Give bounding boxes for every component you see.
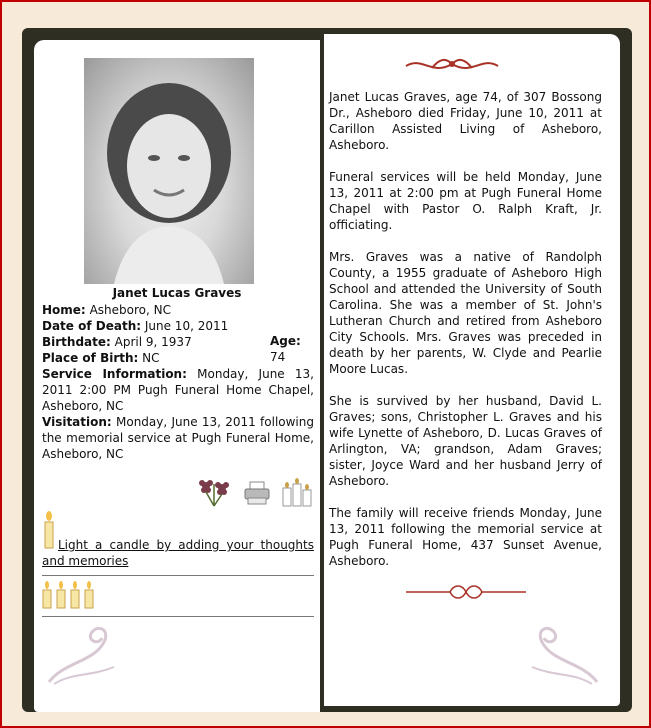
flowers-icon[interactable] [194,476,224,508]
service-value: Monday, June 13, 2011 2:00 PM Pugh Funeral Home Chapel, Asheboro, NC [42,367,314,413]
swirl-ornament-left [44,622,124,688]
obituary-paragraph-1: Janet Lucas Graves, age 74, of 307 Bossong Dr., Asheboro died Friday, June 10, 2011 at Carillon Assisted Living of Asheboro, Asheboro. [329,90,602,152]
action-icons [194,476,320,512]
swirl-ornament-right [522,622,602,688]
place-label: Place of Birth: [42,351,139,365]
divider-1 [42,575,314,576]
birth-label: Birthdate: [42,335,111,349]
person-details [42,302,314,462]
lit-candles [42,580,102,610]
obituary-paragraph-5: The family will receive friends Monday, June 13, 2011 following the memorial service at Pugh Funeral Home, 437 Sunset Avenue, Asheboro. [329,506,602,568]
place-value: NC [142,351,160,365]
light-candle-link[interactable]: Light a candle by adding your thoughts and memories [42,538,314,568]
obituary-paragraph-2: Funeral services will be held Monday, June 13, 2011 at 2:00 pm at Pugh Funeral Home Chapel with Pastor O. Ralph Kraft, Jr. officiating. [329,170,602,232]
visitation-value: Monday, June 13, 2011 following the memorial service at Pugh Funeral Home, Asheboro, NC [42,415,314,461]
death-row [42,318,314,334]
age-value: 74 [270,350,286,364]
home-label: Home: [42,303,86,317]
death-label: Date of Death: [42,319,142,333]
home-value: Asheboro, NC [89,303,171,317]
service-label: Service Information: [42,367,187,381]
service-row [42,366,314,414]
obituary-paragraph-3: Mrs. Graves was a native of Randolph County, a 1955 graduate of Asheboro High School and attended the University of South Carolina. She was a member of St. John's Lutheran Church and retired from Asheboro City Schools. Mrs. Graves was preceded in death by her parents, W. Clyde and Pearlie Moore Lucas. [329,250,602,376]
person-name: Janet Lucas Graves [112,286,242,300]
print-icon[interactable] [242,476,272,508]
divider-2 [42,616,314,617]
portrait-illustration [84,58,254,284]
ornament-bottom [406,582,526,602]
obituary-text [329,89,602,585]
age-label: Age: [270,334,301,348]
visitation-label: Visitation: [42,415,112,429]
candles-icon[interactable] [280,476,310,508]
portrait-photo [84,58,254,284]
obituary-paragraph-4: She is survived by her husband, David L. Graves; sons, Christopher L. Graves and his wife Lynette of Asheboro, D. Lucas Graves of Arlington, VA; grandson, Adam Graves; sister, Joyce Ward and her husband Jerry of Asheboro. [329,394,602,488]
death-value: June 10, 2011 [144,319,229,333]
visitation-row [42,414,314,462]
birth-value: April 9, 1937 [114,335,192,349]
ornament-top [402,52,502,78]
home-row [42,302,314,318]
